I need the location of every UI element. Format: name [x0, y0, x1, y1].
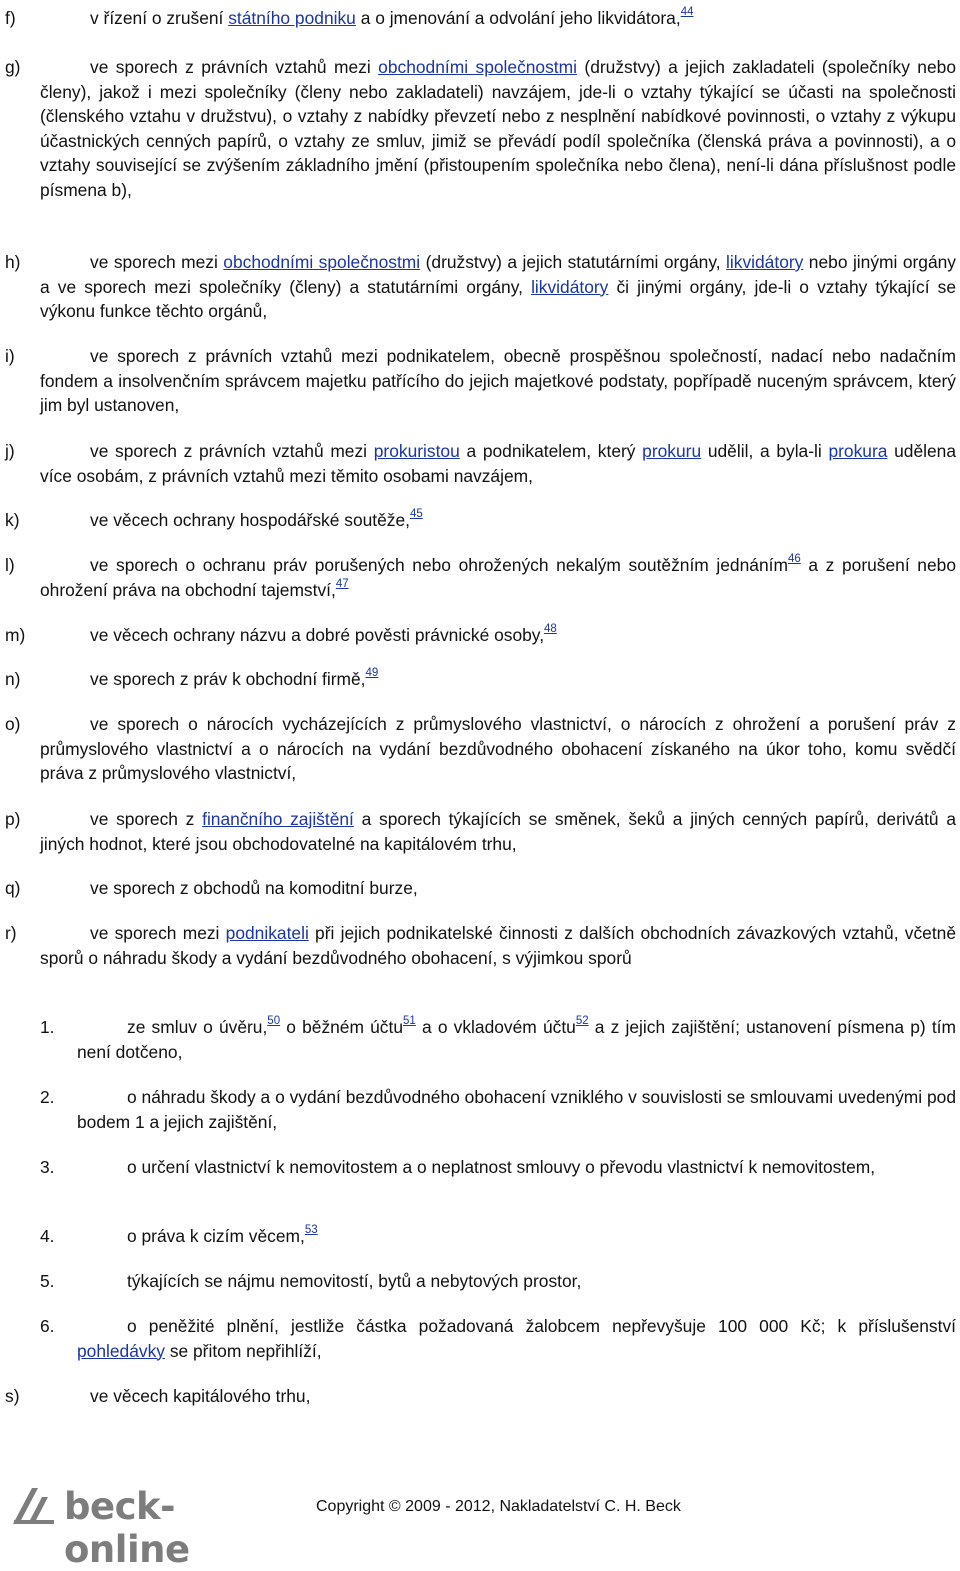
footnote-link-49[interactable]: 49 — [365, 667, 379, 679]
copyright-notice: Copyright © 2009 - 2012, Nakladatelství C. H. Beck — [316, 1498, 681, 1515]
item-text: ve sporech o nárocích vycházejících z průmyslového vlastnictví, o nárocích z ohrožení a porušení práv z průmyslového vlastnictví a o nárocích na vydání bezdůvodného obohacení získaného na úkor toho, komu svědčí práva z průmyslového vlastnictví, — [40, 714, 956, 783]
sub-item-number: 1. — [40, 1017, 55, 1037]
item-letter: f) — [5, 8, 16, 28]
link-obchodni-spolecnosti[interactable]: obchodními společnostmi — [223, 252, 421, 272]
sub-item-text: o náhradu škody a o vydání bezdůvodného obohacení vzniklého v souvislosti se smlouvami uvedenými pod bodem 1 a jejich zajištění, — [77, 1087, 956, 1132]
item-text: ve sporech z právních vztahů mezi podnikatelem, obecně prospěšnou společností, nadací nebo nadačním fondem a insolvenčním správcem majetku patřícího do jejich majetkové podstaty, popřípadě nuceným správcem, který jim byl ustanoven, — [40, 346, 956, 415]
sub-item-number: 4. — [40, 1226, 55, 1246]
footnote-link-51[interactable]: 51 — [403, 1015, 416, 1027]
item-text: ve sporech mezi podnikateli při jejich podnikatelské činnosti z dalších obchodních závazkových vztahů, včetně sporů o náhradu škody a vydání bezdůvodného obohacení, s výjimkou sporů — [40, 923, 956, 968]
sub-item-number: 2. — [40, 1087, 55, 1107]
item-text: ve sporech z finančního zajištění a sporech týkajících se směnek, šeků a jiných cenných papírů, derivátů a jiných hodnot, které jsou obchodovatelné na kapitálovém trhu, — [40, 809, 956, 854]
beck-online-logo — [8, 1484, 238, 1571]
item-text: ve sporech z obchodů na komoditní burze, — [90, 878, 418, 898]
beck-logo-mark-icon — [8, 1484, 58, 1528]
item-text: v řízení o zrušení státního podniku a o jmenování a odvolání jeho likvidátora,$^{44}$ — [90, 6, 694, 28]
logo-text: beck-online — [64, 1485, 190, 1571]
link-prokura[interactable]: prokura — [828, 441, 888, 461]
sub-item-text: o peněžité plnění, jestliže částka požadovaná žalobcem nepřevyšuje 100 000 Kč; k příslušenství pohledávky se přitom nepřihlíží, — [77, 1316, 956, 1361]
item-text: ve sporech z práv k obchodní firmě,$^{49}$ — [90, 667, 379, 689]
item-letter: i) — [5, 346, 15, 366]
item-letter: q) — [5, 878, 21, 898]
page-footer — [0, 1468, 960, 1571]
link-likvidatory[interactable]: likvidátory — [531, 276, 609, 297]
sub-item-number: 6. — [40, 1316, 55, 1336]
item-letter: r) — [5, 923, 17, 943]
footnote-link-53[interactable]: 53 — [304, 1224, 318, 1236]
sub-item-text: týkajících se nájmu nemovitostí, bytů a nebytových prostor, — [127, 1271, 582, 1291]
sub-item-text: o určení vlastnictví k nemovitostem a o neplatnost smlouvy o převodu vlastnictví k nemovitostem, — [127, 1157, 876, 1177]
link-obchodni-spolecnosti[interactable]: obchodními společnostmi — [378, 57, 577, 77]
item-text: ve sporech z právních vztahů mezi obchodními společnostmi (družstvy) a jejich zakladateli (společníky nebo členy), jakož i mezi společníky (členy nebo zakladateli) navzájem, jde-li o vztahy týkající se účasti na společnosti (členského vztahu v družstvu), o vztahy z nabídky převzetí nebo z nesplnění nabídkové povinnosti, o vztahy z výkupu účastnických cenných papírů, o vztahy ze smluv, jimiž se převádí podíl společníka (členská práva a povinnosti), a o vztahy související se zvýšením základního jmění (přistoupením společníka nebo člena), není-li dána příslušnost podle písmena b), — [40, 57, 956, 200]
item-letter: o) — [5, 714, 21, 734]
item-letter: l) — [5, 555, 15, 575]
item-letter: p) — [5, 809, 21, 829]
link-prokura[interactable]: prokuru — [642, 441, 702, 461]
link-prokurista[interactable]: prokuristou — [373, 441, 460, 461]
link-pohledavky[interactable]: pohledávky — [77, 1340, 165, 1361]
link-financni-zajisteni[interactable]: finančního zajištění — [202, 809, 354, 829]
item-text: ve věcech kapitálového trhu, — [90, 1386, 311, 1406]
link-likvidatory[interactable]: likvidátory — [726, 252, 804, 272]
sub-item-text: ze smluv o úvěru,$^{50}$ o běžném účtu$^{51}$ a o vkladovém účtu$^{52}$ a z jejich zajištění; ustanovení písmena p) tím není dotčeno, — [77, 1015, 956, 1062]
item-letter: n) — [5, 669, 21, 689]
link-statni-podnik[interactable]: státního podniku — [228, 8, 356, 28]
footnote-link-48[interactable]: 48 — [544, 623, 557, 635]
item-text: ve věcech ochrany hospodářské soutěže,$^{45}$ — [90, 508, 423, 530]
item-text: ve sporech o ochranu práv porušených nebo ohrožených nekalým soutěžním jednáním$^{46}$ a z porušení nebo ohrožení práva na obchodní tajemství,$^{47}$ — [40, 553, 956, 600]
item-text: ve věcech ochrany názvu a dobré pověsti právnické osoby,$^{48}$ — [90, 623, 557, 645]
footnote-link-50[interactable]: 50 — [267, 1015, 281, 1027]
sub-item-number: 5. — [40, 1271, 55, 1291]
item-letter: j) — [5, 441, 15, 461]
item-letter: k) — [5, 510, 20, 530]
footnote-link-47[interactable]: 47 — [335, 577, 349, 590]
sub-item-number: 3. — [40, 1157, 55, 1177]
footnote-link-44[interactable]: 44 — [680, 6, 694, 18]
item-letter: m) — [5, 625, 26, 645]
item-text: ve sporech mezi obchodními společnostmi (družstvy) a jejich statutárními orgány, likvidátory nebo jinými orgány a ve sporech mezi společníky (členy) a statutárními orgány, likvidátory či jinými orgány, jde-li o vztahy týkající se výkonu funkce těchto orgánů, — [40, 252, 957, 321]
sub-item-text: o práva k cizím věcem,$^{53}$ — [127, 1224, 318, 1246]
link-podnikatele[interactable]: podnikateli — [225, 923, 309, 943]
item-letter: g) — [5, 57, 21, 77]
item-letter: s) — [5, 1386, 20, 1406]
footnote-link-46[interactable]: 46 — [787, 553, 801, 565]
footnote-link-52[interactable]: 52 — [575, 1015, 589, 1027]
footnote-link-45[interactable]: 45 — [410, 508, 423, 520]
item-letter: h) — [5, 252, 21, 272]
item-text: ve sporech z právních vztahů mezi prokuristou a podnikatelem, který prokuru udělil, a byla-li prokura udělena více osobám, z právních vztahů mezi těmito osobami navzájem, — [40, 441, 956, 486]
